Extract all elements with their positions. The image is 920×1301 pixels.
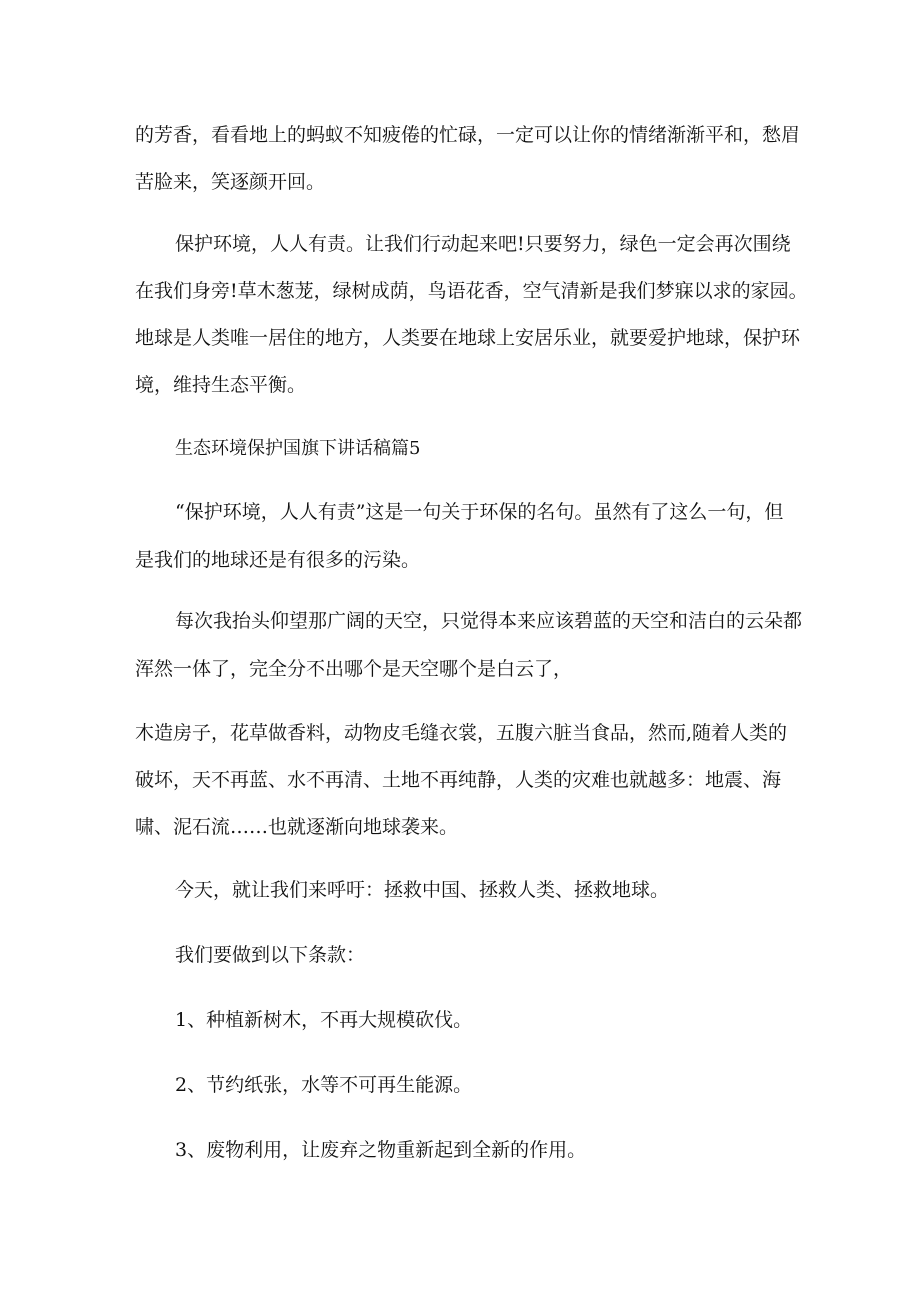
paragraph-line: “保护环境，人人有责”这是一句关于环保的名句。虽然有了这么一句，但 xyxy=(175,501,784,523)
paragraph-line: 木造房子，花草做香料，动物皮毛缝衣裳，五腹六脏当食品，然而,随着人类的 xyxy=(135,722,788,744)
paragraph-line: 浑然一体了，完全分不出哪个是天空哪个是白云了， xyxy=(135,658,573,680)
paragraph-line: 啸、泥石流……也就逐渐向地球袭来。 xyxy=(135,816,459,838)
paragraph-line: 今天，就让我们来呼吁：拯救中国、拯救人类、拯救地球。 xyxy=(175,879,670,901)
list-item: 3、废物利用，让废弃之物重新起到全新的作用。 xyxy=(175,1139,587,1161)
section-heading: 生态环境保护国旗下讲话稿篇5 xyxy=(175,438,421,459)
paragraph-line: 境，维持生态平衡。 xyxy=(135,374,307,396)
paragraph-line: 是我们的地球还是有很多的污染。 xyxy=(135,549,421,571)
paragraph-line: 在我们身旁!草木葱茏，绿树成荫，鸟语花香，空气清新是我们梦寐以求的家园。 xyxy=(135,280,808,302)
paragraph-line: 我们要做到以下条款： xyxy=(175,944,366,966)
paragraph-line: 的芳香，看看地上的蚂蚁不知疲倦的忙碌，一定可以让你的情绪渐渐平和，愁眉 xyxy=(135,124,801,146)
paragraph-line: 苦脸来，笑逐颜开回。 xyxy=(135,171,326,193)
paragraph-line: 地球是人类唯一居住的地方，人类要在地球上安居乐业，就要爱护地球，保护环 xyxy=(135,327,801,349)
paragraph-line: 保护环境，人人有责。让我们行动起来吧!只要努力，绿色一定会再次围绕 xyxy=(175,233,791,255)
paragraph-line: 每次我抬头仰望那广阔的天空，只觉得本来应该碧蓝的天空和洁白的云朵都 xyxy=(175,610,803,632)
list-item: 2、节约纸张，水等不可再生能源。 xyxy=(175,1074,473,1096)
list-item: 1、种植新树木，不再大规模砍伐。 xyxy=(175,1009,473,1031)
paragraph-line: 破坏，天不再蓝、水不再清、土地不再纯静，人类的灾难也就越多：地震、海 xyxy=(135,769,782,791)
